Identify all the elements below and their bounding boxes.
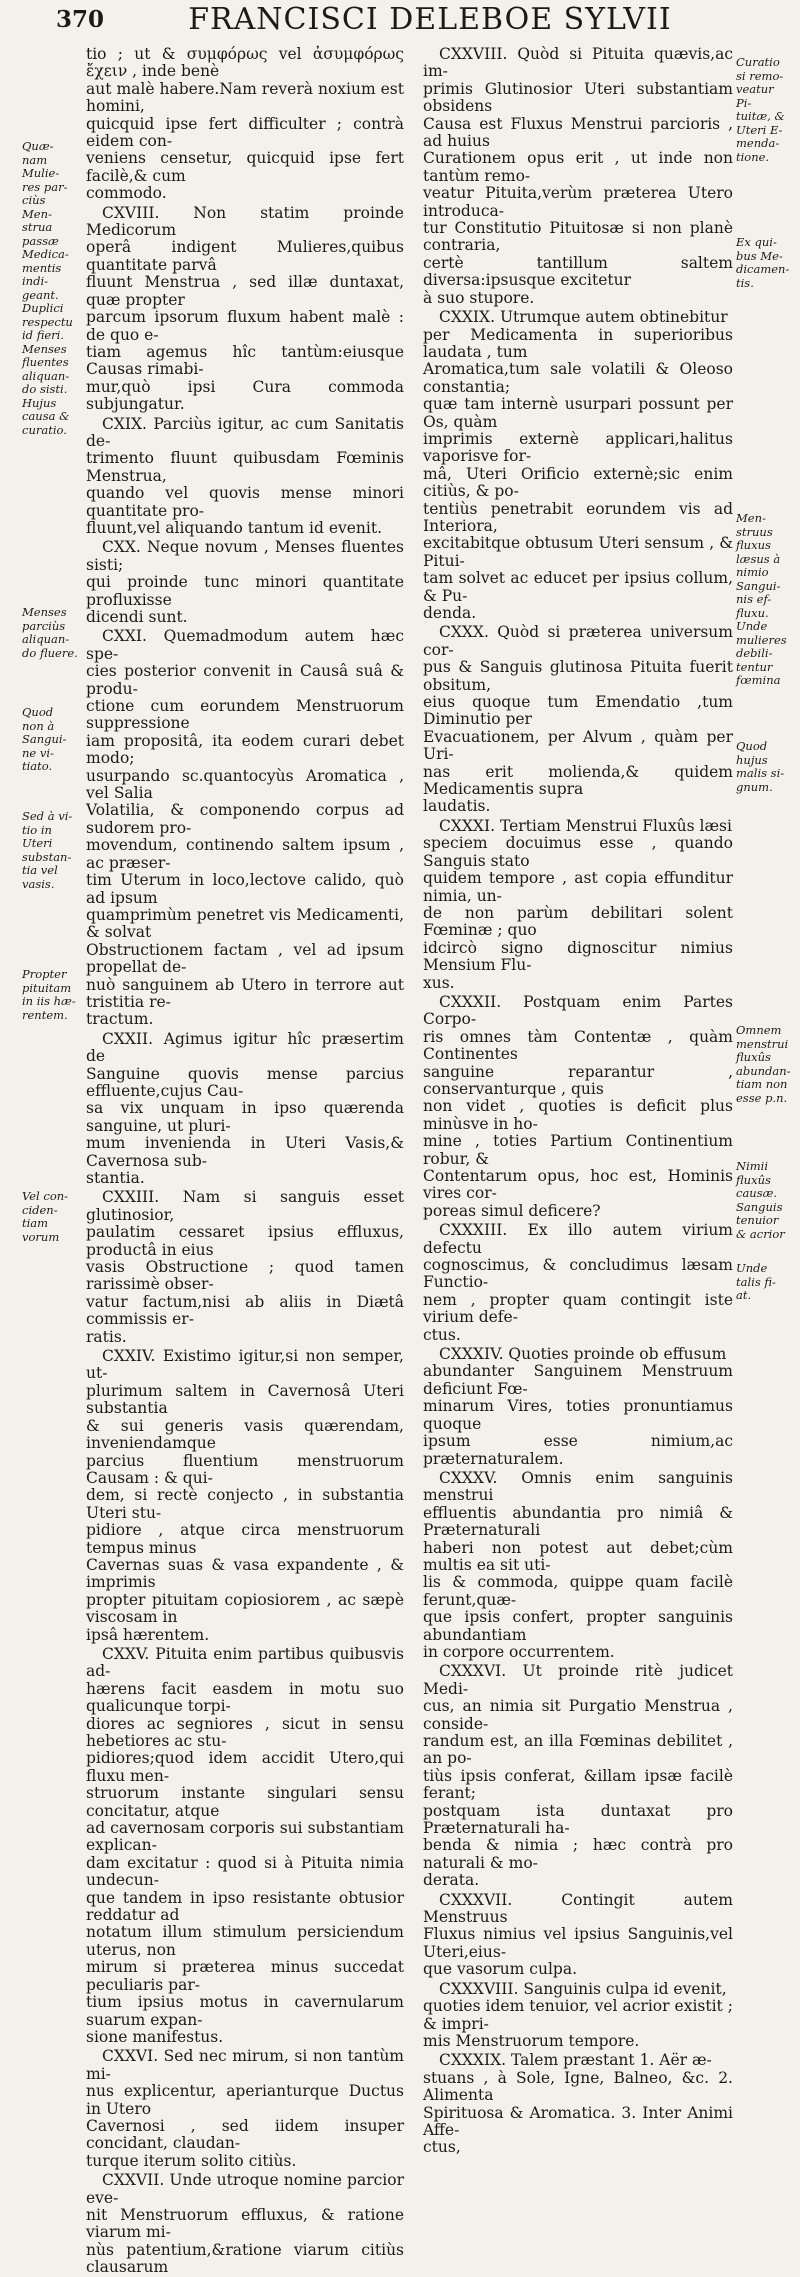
- paragraph: CXIX. Parciùs igitur, ac cum Sanitatis de- trimento fluunt quibusdam Fœminis Menstrua, quando vel quovis mense minori quantitate pro- fluunt,vel aliquando tantum id evenit.: [86, 414, 404, 537]
- margin-note: Ex qui- bus Me- dicamen- tis.: [736, 235, 790, 290]
- paragraph: CXXXVIII. Sanguinis culpa id evenit, quoties idem tenuior, vel acrior existit ; & impri- mis Menstruorum tempore.: [423, 1979, 733, 2050]
- margin-note: Quod hujus malis si- gnum.: [736, 739, 785, 794]
- margin-note: Nimii fluxûs causæ. Sanguis tenuior & acrior: [736, 1159, 785, 1241]
- running-title: FRANCISCI DELEBOE SYLVII: [188, 2, 672, 37]
- paragraph: CXXI. Quemadmodum autem hæc spe- cies posterior convenit in Causâ suâ & produ- ctione cum eorundem Menstruorum suppressione iam propositâ, ita eodem curari debet modo; usurpando sc.quantocyùs Aromatica , vel Salia Volatilia, & componendo corpus ad sudorem pro- movendum, continendo saltem ipsum , ac præser- tim Uterum in loco,lectove calido, quò ad ipsum quamprimùm penetret vis Medicamenti, & solvat Obstructionem factam , vel ad ipsum propellat de- nuò sanguinem ab Utero in terrore aut tristitia re- tractum.: [86, 627, 404, 1029]
- paragraph: CXXXI. Tertiam Menstrui Fluxûs læsi speciem docuimus esse , quando Sanguis stato quidem tempore , ast copia effunditur nimia, un- de non parùm debilitari solent Fœminæ ; quo idcircò signo dignoscitur nimius Mensium Flu- xus.: [423, 816, 733, 992]
- paragraph: CXXIV. Existimo igitur,si non semper, ut- plurimum saltem in Cavernosâ Uteri substantia & sui generis vasis quærendam, inveniendamque parcius fluentium menstruorum Causam : & qui- dem, si rectè conjecto , in substantia Uteri stu- pidiore , atque circa menstruorum tempus minus Cavernas suas & vasa expandente , & imprimis propter pituitam copiosiorem , ac sæpè viscosam in ipsâ hærentem.: [86, 1347, 404, 1644]
- paragraph: CXXIX. Utrumque autem obtinebitur per Medicamenta in superioribus laudata , tum Aromatica,tum sale volatili & Oleoso constantia; quæ tam internè usurpari possunt per Os, quàm imprimis externè applicari,halitus vaporisve for- mâ, Uteri Orificio externè;sic enim citiùs, & po- tentiùs penetrabit eorundem vis ad Interiora, excitabitque obtusum Uteri sensum , & Pitui- tam solvet ac educet per ipsius collum, & Pu- denda.: [423, 308, 733, 622]
- paragraph: CXVIII. Non statim proinde Medicorum operâ indigent Mulieres,quibus quantitate parvâ fluunt Menstrua , sed illæ duntaxat, quæ propter parcum ipsorum fluxum habent malè : de quo e- tiam agemus hîc tantùm:eiusque Causas rimabi- mur,quò ipsi Cura commoda subjungatur.: [86, 203, 404, 414]
- paragraph: CXXV. Pituita enim partibus quibusvis ad- hærens facit easdem in motu suo qualicunque torpi- diores ac segniores , sicut in sensu hebetiores ac stu- pidiores;quod idem accidit Utero,qui fluxu men- struorum instante singulari sensu concitatur, atque ad cavernosam corporis sui substantiam explican- dam excitatur : quod si à Pituita nimia undecun- que tandem in ipso resistante obtusior reddatur ad notatum illum stimulum persiciendum uterus, non mirum si præterea minus succedat peculiaris par- tium ipsius motus in cavernularum suarum expan- sione manifestus.: [86, 1644, 404, 2046]
- margin-note: Propter pituitam in iis hæ- rentem.: [22, 967, 76, 1022]
- page-number: 370: [56, 6, 105, 33]
- paragraph: CXXXV. Omnis enim sanguinis menstrui effluentis abundantia pro nimiâ & Præternaturali haberi non potest aut debet;cùm multis ea sit uti- lis & commoda, quippe quam facilè ferunt,quæ- que ipsis confert, propter sanguinis abundantiam in corpore occurrentem.: [423, 1468, 733, 1661]
- margin-note: Menses parciùs aliquan- do fluere.: [22, 605, 78, 660]
- paragraph: CXXIII. Nam si sanguis esset glutinosior, paulatim cessaret ipsius effluxus, productâ in eius vasis Obstructione ; quod tamen rarissimè obser- vatur factum,nisi ab aliis in Diætâ commissis er- ratis.: [86, 1188, 404, 1346]
- paragraph: CXXVIII. Quòd si Pituita quævis,ac im- primis Glutinosior Uteri substantiam obsidens Causa est Fluxus Menstrui parcioris , ad huius Curationem opus erit , ut inde non tantùm remo- veatur Pituita,verùm præterea Utero introduca- tur Constitutio Pituitosæ si non planè contraria, certè tantillum saltem diversa:ipsusque excitetur à suo stupore.: [423, 45, 733, 307]
- margin-note: Quæ- nam Mulie- res par- ciùs Men- strua passæ Medica- mentis indi- geant. Duplici respectu id fieri. Menses fluentes aliquan- do sisti. Hujus causa & curatio.: [22, 139, 73, 437]
- paragraph: tio ; ut & συμφόρως vel ἀσυμφόρως ἔχειν , inde benè aut malè habere.Nam reverà noxium est homini, quicquid ipse fert difficulter ; contrà eidem con- veniens censetur, quicquid ipse fert facilè,& cum commodo.: [86, 45, 404, 203]
- paragraph: CXXVII. Unde utroque nomine parcior eve- nit Menstruorum effluxus, & ratione viarum mi- nùs patentium,&ratione viarum citiùs clausarum: [86, 2171, 404, 2277]
- margin-note: Curatio si remo- veatur Pi- tuitæ, & Uteri E- menda- tione.: [736, 55, 785, 164]
- paragraph: CXXVI. Sed nec mirum, si non tantùm mi- nus explicentur, aperianturque Ductus in Utero Cavernosi , sed iidem insuper concidant, claudan- turque iterum solito citiùs.: [86, 2047, 404, 2170]
- left-column: [86, 46, 404, 2277]
- paragraph: CXXXVI. Ut proinde ritè judicet Medi- cus, an nimia sit Purgatio Menstrua , conside- randum est, an illa Fœminas debilitet , an po- tiùs ipsis conferat, &illam ipsæ facilè ferant; postquam ista duntaxat pro Præternaturali ha- benda & nimia ; hæc contrà pro naturali & mo- derata.: [423, 1662, 733, 1890]
- paragraph: CXXXIV. Quoties proinde ob effusum abundanter Sanguinem Menstruum deficiunt Fœ- minarum Vires, toties pronuntiamus quoque ipsum esse nimium,ac præternaturalem.: [423, 1345, 733, 1468]
- margin-note: Unde talis fi- at.: [736, 1261, 776, 1302]
- margin-note: Omnem menstrui fluxûs abundan- tiam non esse p.n.: [736, 1023, 791, 1105]
- paragraph: CXXXIX. Talem præstant 1. Aër æ- stuans , à Sole, Igne, Balneo, &c. 2. Alimenta Spirituosa & Aromatica. 3. Inter Animi Affe- ctus,: [423, 2051, 733, 2157]
- paragraph: CXX. Neque novum , Menses fluentes sisti; qui proinde tunc minori quantitate profluxisse dicendi sunt.: [86, 538, 404, 626]
- paragraph: CXXXIII. Ex illo autem virium defectu cognoscimus, & concludimus læsam Functio- nem , propter quam contingit iste virium defe- ctus.: [423, 1221, 733, 1344]
- margin-note: Sed à vi- tio in Uteri substan- tia vel vasis.: [22, 809, 73, 891]
- paragraph: CXXXII. Postquam enim Partes Corpo- ris omnes tàm Contentæ , quàm Continentes sanguine reparantur , conservanturque , quis non videt , quoties is deficit plus minùsve in ho- mine , toties Partium Continentium robur, & Contentarum opus, hoc est, Hominis vires cor- poreas simul deficere?: [423, 992, 733, 1220]
- margin-note: Men- struus fluxus læsus à nimio Sangui- nis ef- fluxu. Unde mulieres debili- tentur fœmina: [736, 511, 787, 687]
- right-column: [423, 46, 733, 2157]
- page-header: [0, 0, 800, 46]
- paragraph: CXXXVII. Contingit autem Menstruus Fluxus nimius vel ipsius Sanguinis,vel Uteri,eius- que vasorum culpa.: [423, 1890, 733, 1979]
- paragraph: CXXX. Quòd si præterea universum cor- pus & Sanguis glutinosa Pituita fuerit obsitum, eius quoque tum Emendatio ,tum Diminutio per Evacuationem, per Alvum , quàm per Uri- nas erit molienda,& quidem Medicamentis supra laudatis.: [423, 623, 733, 816]
- margin-note: Vel con- ciden- tiam vorum: [22, 1189, 69, 1244]
- margin-note: Quod non à Sangui- ne vi- tiato.: [22, 705, 67, 773]
- paragraph: CXXII. Agimus igitur hîc præsertim de Sanguine quovis mense parcius effluente,cujus Cau- sa vix unquam in ipso quærenda sanguine, ut pluri- mum invenienda in Uteri Vasis,& Cavernosa sub- stantia.: [86, 1029, 404, 1187]
